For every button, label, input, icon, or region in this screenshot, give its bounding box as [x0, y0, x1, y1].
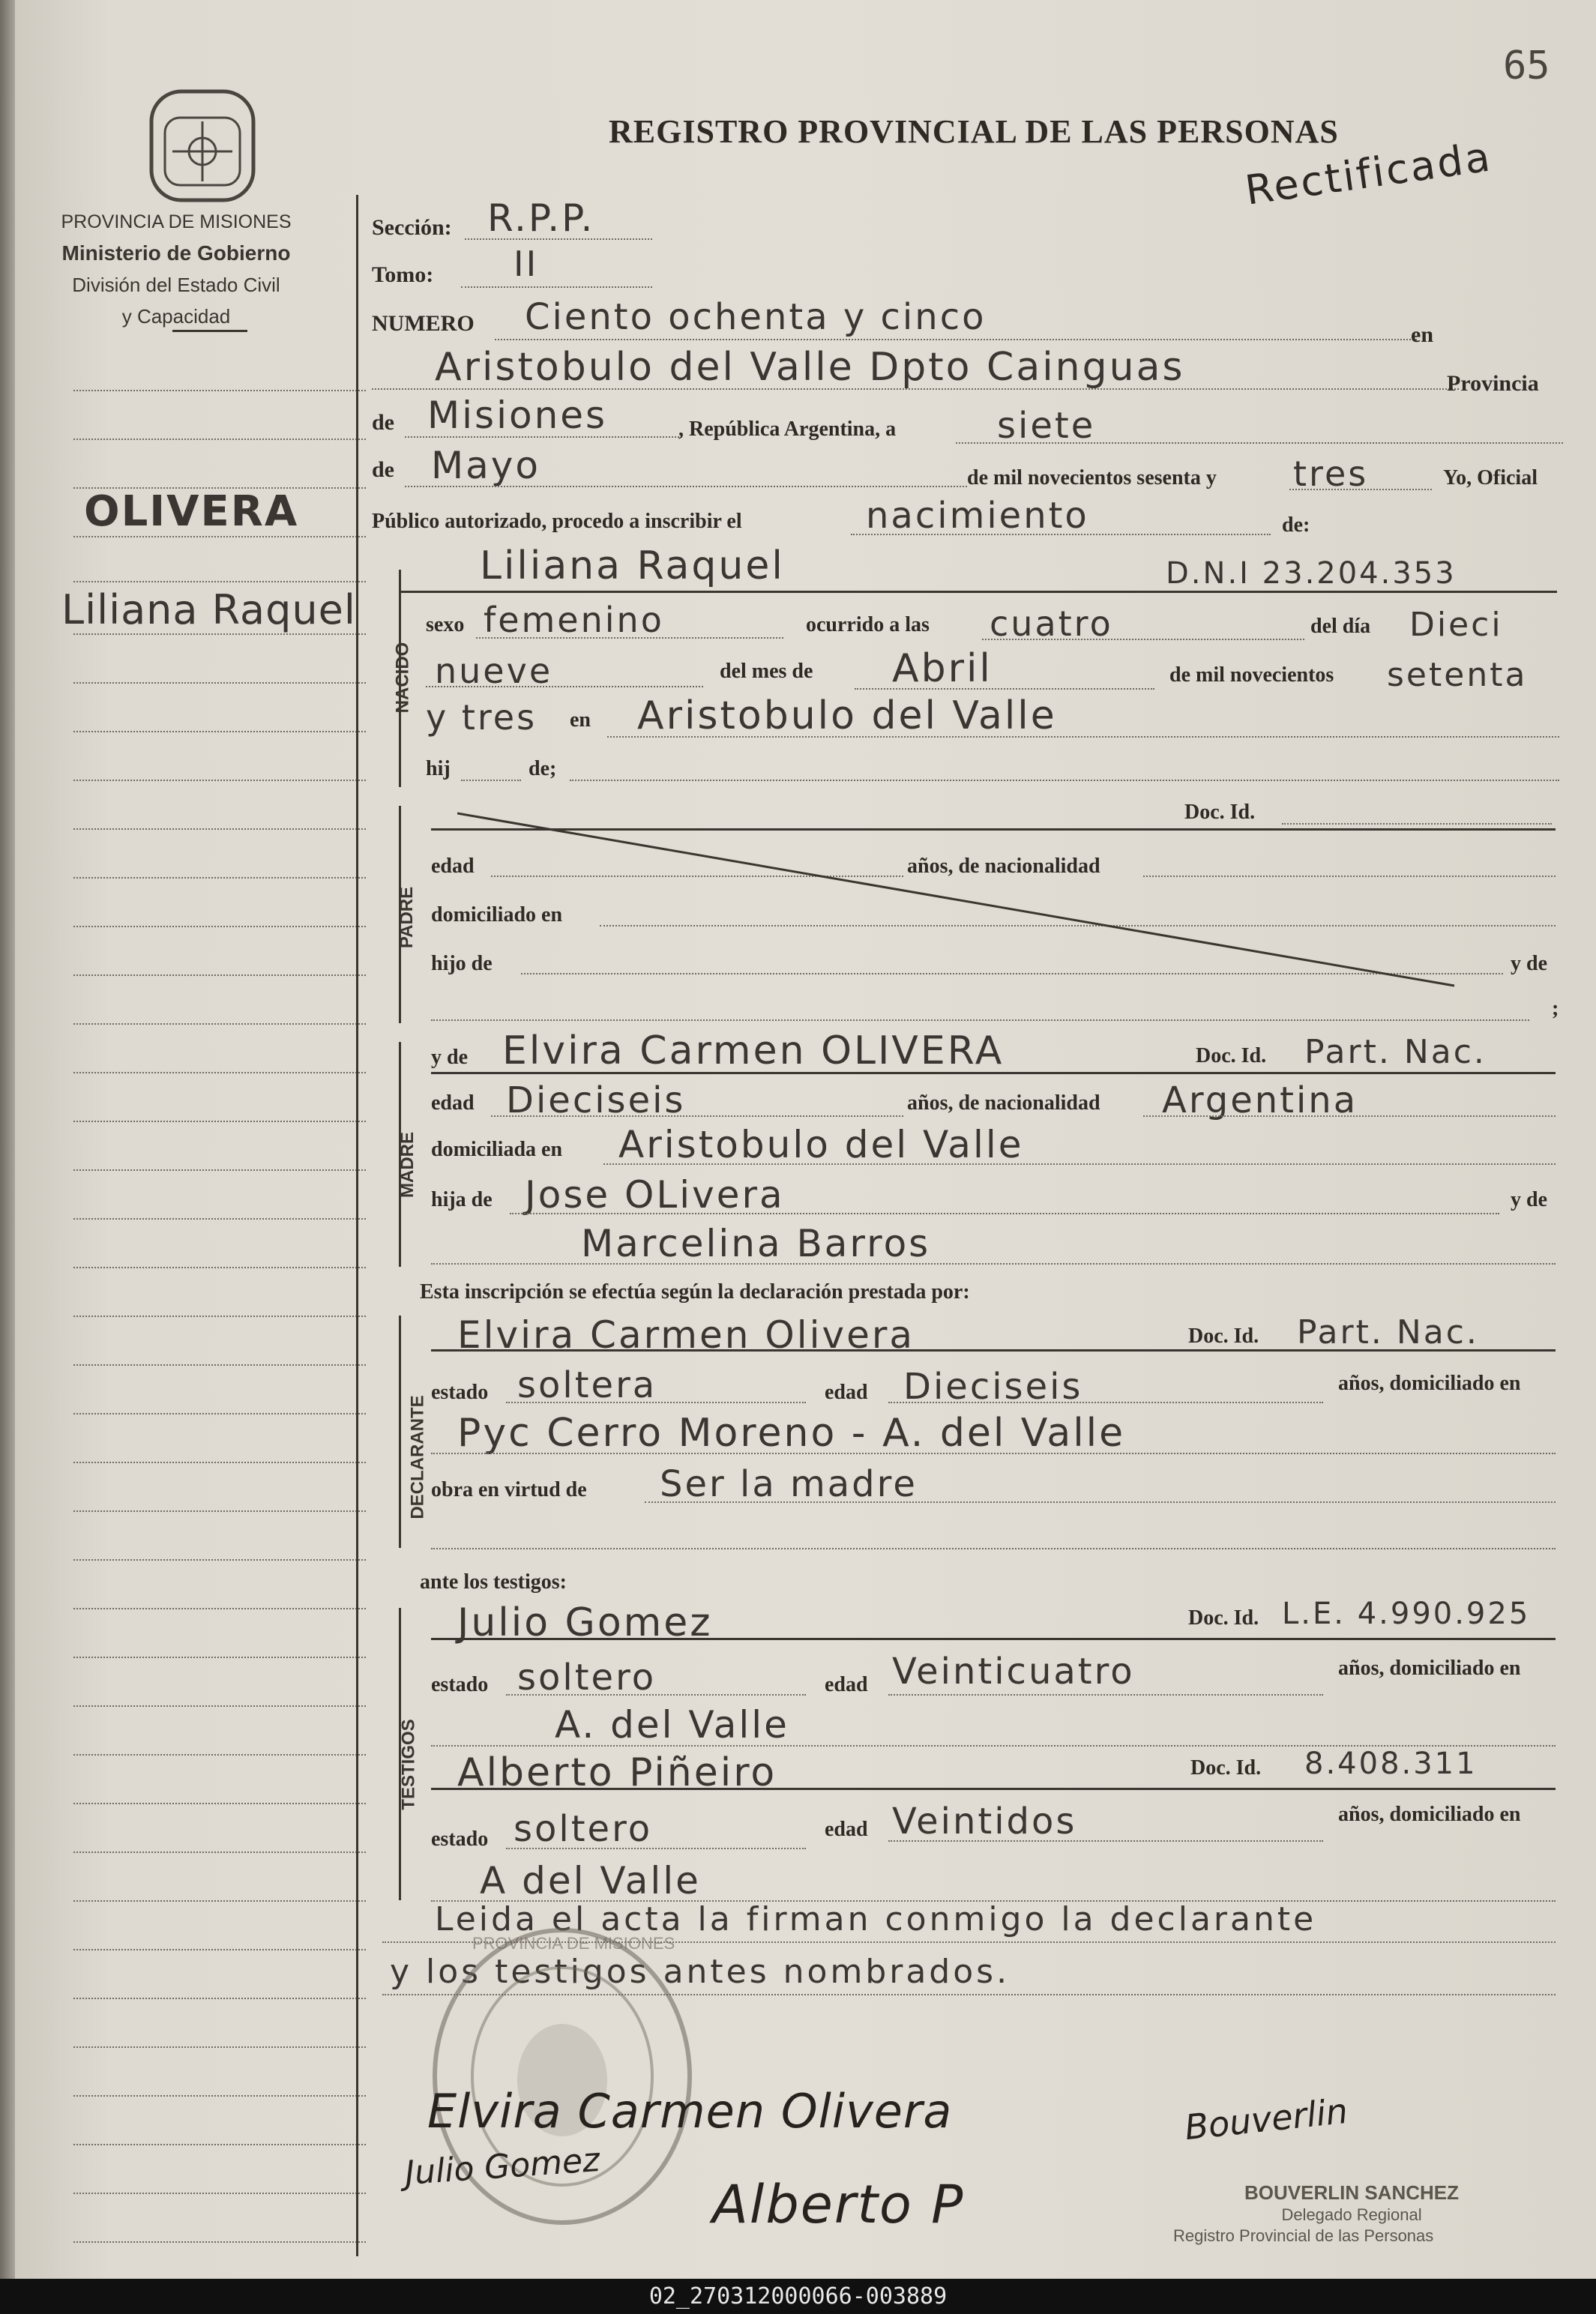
- en-label-2: en: [570, 708, 591, 732]
- numero-label: NUMERO: [372, 311, 475, 336]
- declarante-edad-label: edad: [825, 1381, 868, 1404]
- madre-nacionalidad: Argentina: [1162, 1079, 1358, 1121]
- ante-testigos-label: ante los testigos:: [420, 1570, 567, 1594]
- madre-dom-label: domiciliada en: [431, 1138, 563, 1161]
- document-title: REGISTRO PROVINCIAL DE LAS PERSONAS: [609, 113, 1339, 150]
- official-office: Registro Provincial de las Personas: [1173, 2226, 1434, 2245]
- nacido-nombre: Liliana Raquel: [480, 543, 785, 588]
- padre-dom-label: domiciliado en: [431, 903, 563, 926]
- madre-padre: Jose OLivera: [525, 1173, 785, 1217]
- numero-value: Ciento ochenta y cinco: [525, 296, 987, 338]
- signature-declarante: Elvira Carmen Olivera: [427, 2084, 953, 2139]
- anio-value-1: setenta: [1387, 656, 1528, 694]
- tomo-label: Tomo:: [372, 262, 434, 287]
- nacido-mes: Abril: [892, 646, 993, 691]
- madre-edad: Dieciseis: [506, 1079, 686, 1121]
- acto-value: nacimiento: [866, 495, 1089, 537]
- testigo2-nombre: Alberto Piñeiro: [457, 1750, 777, 1795]
- padre-hijo-label: hijo de: [431, 952, 493, 975]
- madre-hija-label: hija de: [431, 1188, 493, 1211]
- provincial-seal-icon: [142, 84, 262, 204]
- dia-value-1: Dieci: [1409, 606, 1503, 644]
- madre-nac-label: años, de nacionalidad: [907, 1091, 1100, 1115]
- closing-line-1: Leida el acta la firman conmigo la declarante: [435, 1900, 1317, 1938]
- signature-testigo2: Alberto P: [712, 2174, 965, 2235]
- hij-de-label: de;: [529, 757, 557, 780]
- signature-oficial: Bouverlin: [1182, 2090, 1350, 2148]
- seccion-value: R.P.P.: [487, 196, 595, 240]
- image-id-footer: 02_270312000066-003889: [0, 2279, 1596, 2314]
- padre-doc-label: Doc. Id.: [1184, 801, 1256, 824]
- testigo2-estado: soltero: [514, 1808, 653, 1850]
- testigo1-estado-label: estado: [431, 1673, 489, 1696]
- official-stamp: [1244, 2181, 1459, 2226]
- madre-madre: Marcelina Barros: [581, 1222, 931, 1265]
- testigo1-estado: soltero: [517, 1657, 657, 1699]
- rectification-note: Rectificada: [1242, 133, 1496, 214]
- madre-y-de-label: y de: [431, 1046, 468, 1069]
- margin-given-names: Liliana Raquel: [61, 586, 356, 633]
- hij-label: hij: [426, 757, 451, 780]
- margin-surname: OLIVERA: [84, 487, 299, 536]
- anio-value-2: y tres: [426, 697, 537, 738]
- dia-value-2: nueve: [435, 651, 553, 691]
- hora-value: cuatro: [990, 603, 1113, 644]
- declarante-edad: Dieciseis: [903, 1366, 1083, 1408]
- testigo1-nombre: Julio Gomez: [457, 1600, 713, 1645]
- declarante-domicilio: Pyc Cerro Moreno - A. del Valle: [457, 1411, 1126, 1456]
- ministry-label: Ministerio de Gobierno: [61, 241, 291, 265]
- declarante-estado-label: estado: [431, 1381, 489, 1404]
- madre-section-label: MADRE: [397, 1132, 418, 1198]
- padre-semicolon: ;: [1552, 997, 1559, 1020]
- signature-testigo1: Julio Gomez: [403, 2140, 601, 2193]
- de-label-2: de: [372, 457, 394, 482]
- de-label: de: [372, 410, 394, 435]
- padre-edad-label: edad: [431, 855, 475, 878]
- closing-line-2: y los testigos antes nombrados.: [390, 1953, 1011, 1991]
- ministry-header: [15, 206, 337, 332]
- dia-value: siete: [997, 405, 1096, 447]
- madre-doc: Part. Nac.: [1304, 1033, 1487, 1071]
- sexo-label: sexo: [426, 613, 465, 636]
- madre-domicilio: Aristobulo del Valle: [618, 1123, 1024, 1166]
- declarante-doc: Part. Nac.: [1297, 1313, 1479, 1352]
- testigo2-doc-label: Doc. Id.: [1190, 1756, 1262, 1780]
- official-role: Delegado Regional: [1281, 2205, 1422, 2224]
- page-number: 65: [1503, 43, 1550, 88]
- republica-label: , República Argentina, a: [678, 418, 897, 441]
- declarante-obra-label: obra en virtud de: [431, 1478, 587, 1501]
- madre-edad-label: edad: [431, 1091, 475, 1115]
- testigo2-domicilio: A del Valle: [480, 1859, 701, 1902]
- provincia-value: Misiones: [427, 394, 608, 437]
- nacido-dni: D.N.I 23.204.353: [1166, 556, 1457, 591]
- de-colon-label: de:: [1282, 513, 1310, 537]
- testigo1-doc: L.E. 4.990.925: [1282, 1597, 1531, 1631]
- lugar-value: Aristobulo del Valle Dpto Cainguas: [435, 345, 1185, 390]
- padre-strike-line: [457, 810, 1469, 989]
- madre-doc-label: Doc. Id.: [1196, 1044, 1267, 1067]
- testigo2-dom-label: años, domiciliado en: [1338, 1803, 1521, 1826]
- nacido-section-label: NACIDO: [392, 642, 413, 714]
- testigo2-edad-label: edad: [825, 1818, 868, 1841]
- register-page: [15, 0, 1596, 2279]
- capacity-label: y Capacidad: [121, 305, 231, 328]
- declarante-doc-label: Doc. Id.: [1188, 1325, 1259, 1348]
- dia-label: del día: [1310, 615, 1371, 638]
- padre-nac-label: años, de nacionalidad: [907, 855, 1100, 878]
- testigo1-edad: Veinticuatro: [892, 1651, 1135, 1693]
- provincia-label: Provincia: [1447, 371, 1539, 396]
- publico-label: Público autorizado, procedo a inscribir el: [372, 510, 742, 533]
- nacido-lugar: Aristobulo del Valle: [637, 693, 1057, 738]
- declarante-estado: soltera: [517, 1364, 657, 1406]
- seccion-label: Sección:: [372, 215, 452, 240]
- declarante-section-label: DECLARANTE: [407, 1395, 428, 1519]
- header-rule: [172, 330, 247, 332]
- testigo1-edad-label: edad: [825, 1673, 868, 1696]
- stamp-text: PROVINCIA DE MISIONES: [472, 1934, 675, 1953]
- margin-rule: [356, 195, 358, 2256]
- book-spine: [0, 0, 15, 2279]
- de-mil-label: de mil novecientos sesenta y: [967, 466, 1217, 489]
- mil-label: de mil novecientos: [1169, 663, 1334, 687]
- yo-oficial-label: Yo, Oficial: [1443, 466, 1538, 489]
- declarante-virtud: Ser la madre: [660, 1463, 918, 1505]
- en-label: en: [1411, 322, 1433, 347]
- division-label: División del Estado Civil: [72, 274, 280, 296]
- testigos-section-label: TESTIGOS: [398, 1719, 419, 1810]
- madre-nombre: Elvira Carmen OLIVERA: [502, 1028, 1005, 1073]
- testigo2-estado-label: estado: [431, 1828, 489, 1851]
- mes-label: del mes de: [720, 660, 813, 683]
- anio-value: tres: [1293, 454, 1369, 494]
- declaracion-label: Esta inscripción se efectúa según la declaración prestada por:: [420, 1280, 970, 1304]
- padre-section-label: PADRE: [397, 886, 418, 949]
- declarante-nombre: Elvira Carmen Olivera: [457, 1313, 915, 1357]
- mes-value: Mayo: [431, 444, 540, 487]
- sexo-value: femenino: [484, 600, 664, 640]
- testigo2-doc: 8.408.311: [1304, 1747, 1478, 1781]
- province-label: PROVINCIA DE MISIONES: [61, 211, 292, 232]
- madre-y-de-label-2: y de: [1511, 1188, 1547, 1211]
- testigo1-domicilio: A. del Valle: [555, 1703, 789, 1747]
- testigo1-doc-label: Doc. Id.: [1188, 1606, 1259, 1630]
- declarante-dom-label: años, domiciliado en: [1338, 1372, 1521, 1395]
- tomo-value: II: [514, 244, 539, 284]
- ocurrido-label: ocurrido a las: [806, 613, 930, 636]
- testigo2-edad: Veintidos: [892, 1801, 1077, 1843]
- padre-y-de-label: y de: [1511, 952, 1547, 975]
- testigo1-dom-label: años, domiciliado en: [1338, 1657, 1521, 1680]
- official-name: BOUVERLIN SANCHEZ: [1244, 2181, 1460, 2204]
